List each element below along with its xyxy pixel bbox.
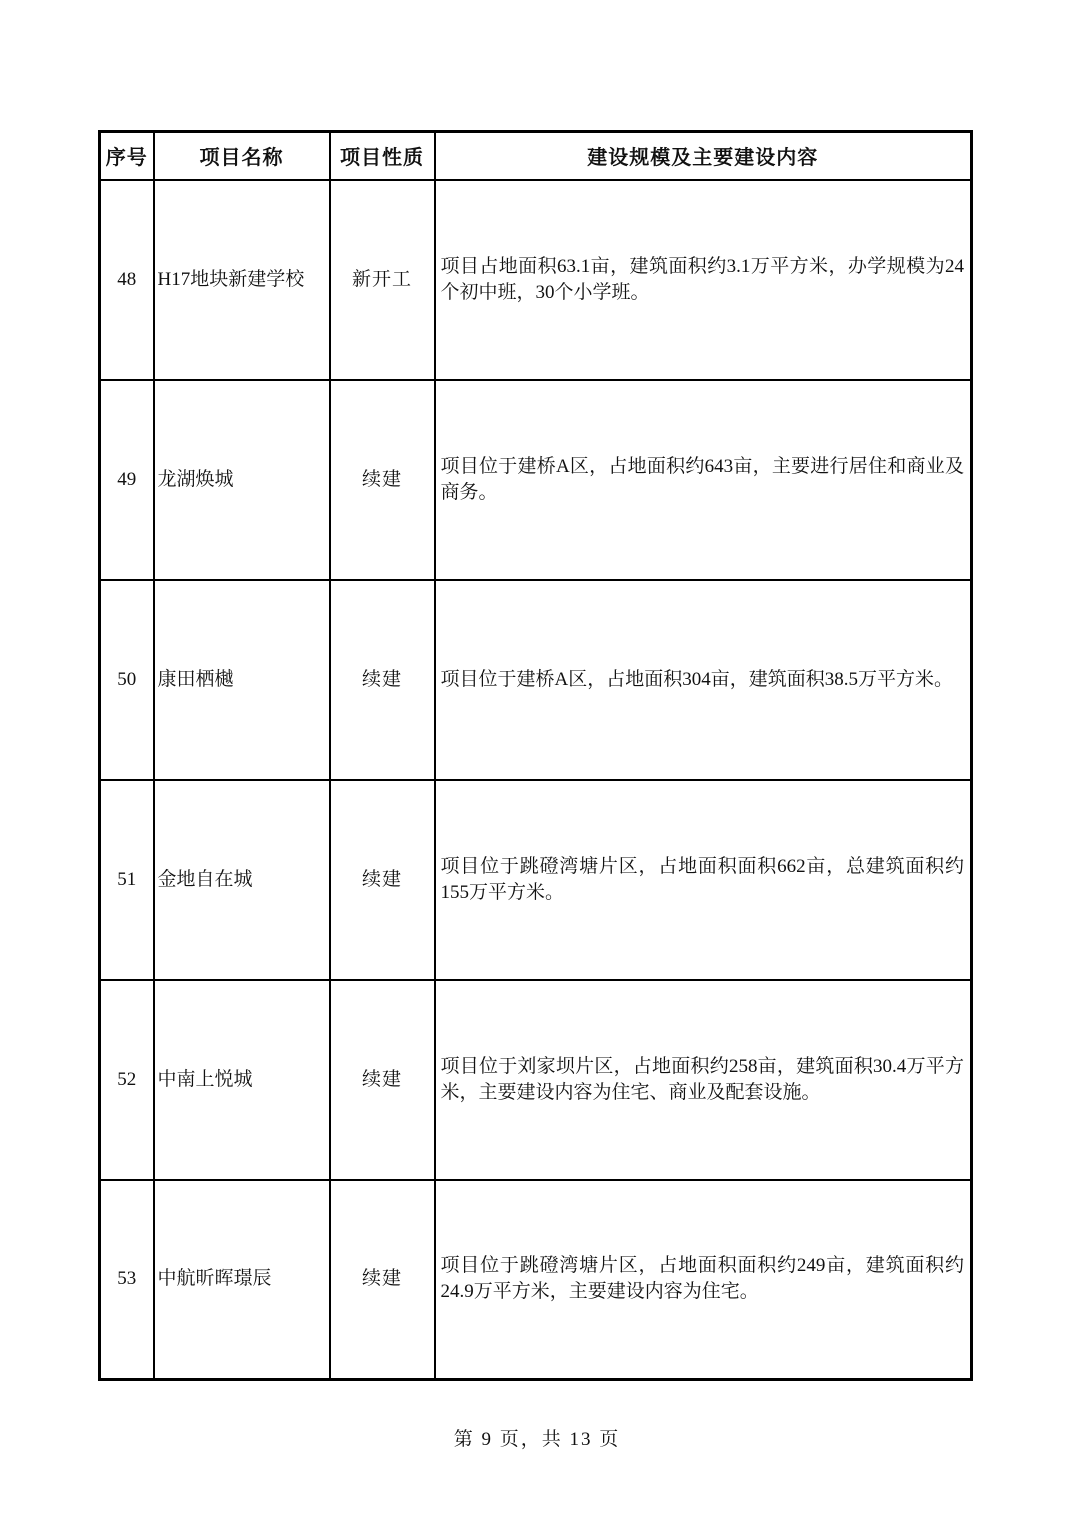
project-name-cell: 龙湖焕城 [154, 380, 330, 580]
construction-content-cell: 项目位于跳磴湾塘片区，占地面积面积约249亩，建筑面积约24.9万平方米，主要建设内容为住宅。 [435, 1180, 972, 1380]
header-serial-number: 序号 [100, 132, 154, 180]
table-row [100, 580, 972, 780]
header-row [100, 132, 972, 180]
project-name-cell: H17地块新建学校 [154, 180, 330, 380]
project-name-cell: 中航昕晖璟辰 [154, 1180, 330, 1380]
page-number-footer: 第 9 页，共 13 页 [453, 1429, 621, 1450]
project-name-cell: 金地自在城 [154, 780, 330, 980]
projects-table [98, 130, 973, 1381]
construction-content-cell: 项目位于建桥A区，占地面积约643亩，主要进行居住和商业及商务。 [435, 380, 972, 580]
serial-number-cell: 53 [100, 1180, 154, 1380]
serial-number-cell: 51 [100, 780, 154, 980]
project-nature-cell: 续建 [330, 380, 435, 580]
header-project-name: 项目名称 [154, 132, 330, 180]
project-nature-cell: 续建 [330, 1180, 435, 1380]
table-row [100, 180, 972, 380]
project-name-cell: 康田栖樾 [154, 580, 330, 780]
table-header [100, 132, 972, 180]
table-row [100, 980, 972, 1180]
header-project-nature: 项目性质 [330, 132, 435, 180]
serial-number-cell: 49 [100, 380, 154, 580]
serial-number-cell: 50 [100, 580, 154, 780]
construction-content-cell: 项目位于跳磴湾塘片区，占地面积面积662亩，总建筑面积约155万平方米。 [435, 780, 972, 980]
project-name-cell: 中南上悦城 [154, 980, 330, 1180]
project-nature-cell: 新开工 [330, 180, 435, 380]
table-row [100, 780, 972, 980]
serial-number-cell: 48 [100, 180, 154, 380]
project-nature-cell: 续建 [330, 780, 435, 980]
project-nature-cell: 续建 [330, 580, 435, 780]
serial-number-cell: 52 [100, 980, 154, 1180]
table-row [100, 1180, 972, 1380]
construction-content-cell: 项目占地面积63.1亩，建筑面积约3.1万平方米，办学规模为24个初中班，30个小学班。 [435, 180, 972, 380]
construction-content-cell: 项目位于刘家坝片区，占地面积约258亩，建筑面积30.4万平方米，主要建设内容为住宅、商业及配套设施。 [435, 980, 972, 1180]
construction-content-cell: 项目位于建桥A区，占地面积304亩，建筑面积38.5万平方米。 [435, 580, 972, 780]
header-construction-content: 建设规模及主要建设内容 [435, 132, 972, 180]
project-nature-cell: 续建 [330, 980, 435, 1180]
table-row [100, 380, 972, 580]
